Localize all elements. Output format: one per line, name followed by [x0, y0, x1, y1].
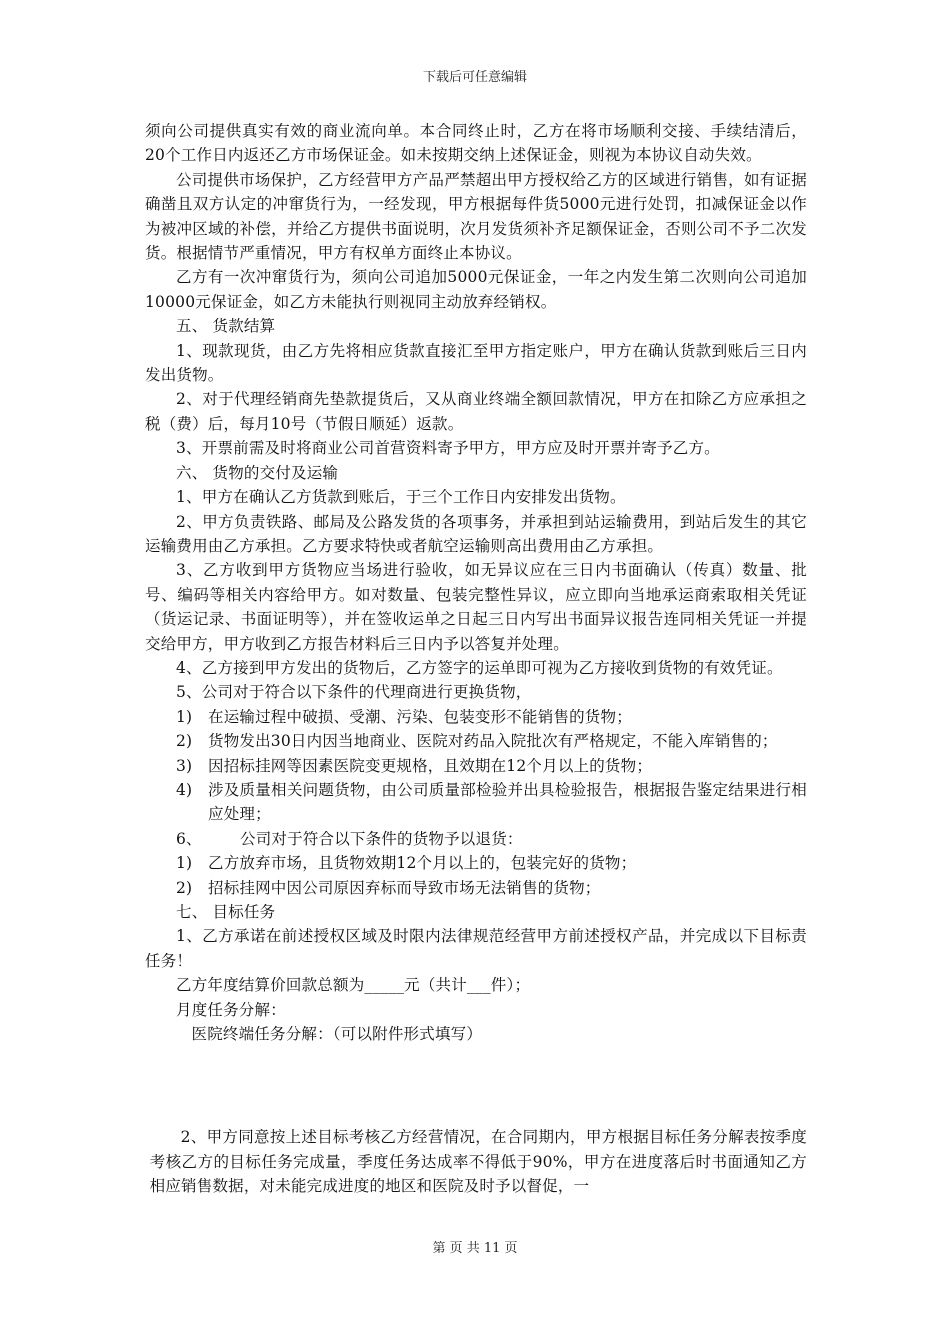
list-number: 2): [176, 732, 193, 751]
list-number: 1): [176, 707, 193, 726]
list-item: [145, 754, 807, 778]
list-item: [145, 729, 807, 753]
document-body: [145, 119, 807, 1199]
list-item: [145, 876, 807, 900]
paragraph: 3、开票前需及时将商业公司首营资料寄予甲方，甲方应及时开票并寄予乙方。: [176, 439, 720, 458]
section-heading: 五、 货款结算: [176, 317, 276, 336]
list-number: 6、: [176, 829, 202, 848]
paragraph: 1、乙方承诺在前述授权区域及时限内法律规范经营甲方前述授权产品，并完成以下目标责任务！: [145, 927, 807, 970]
page-footer: 第 页 共 11 页: [432, 1241, 518, 1256]
paragraph: 2、对于代理经销商先垫款提货后，又从商业终端全额回款情况，甲方在扣除乙方应承担之税（费）后，每月10号（节假日顺延）返款。: [145, 390, 807, 433]
paragraph: 月度任务分解：: [176, 1000, 286, 1019]
paragraph: 4、乙方接到甲方发出的货物后，乙方签字的运单即可视为乙方接收到货物的有效凭证。: [176, 658, 783, 677]
blank-space: [145, 1046, 807, 1125]
paragraph: 2、甲方负责铁路、邮局及公路发货的各项事务，并承担到站运输费用，到站后发生的其它运输费用由乙方承担。乙方要求特快或者航空运输则高出费用由乙方承担。: [145, 512, 807, 555]
paragraph: 乙方有一次冲窜货行为，须向公司追加5000元保证金，一年之内发生第二次则向公司追加10000元保证金，如乙方未能执行则视同主动放弃经销权。: [145, 268, 807, 311]
list-item: [145, 851, 807, 875]
list-item: [145, 705, 807, 729]
page-header: 下载后可任意编辑: [422, 70, 527, 85]
list-number: 4): [176, 780, 193, 799]
list-text: 招标挂网中因公司原因弃标而导致市场无法销售的货物；: [208, 878, 601, 897]
list-number: 2): [176, 878, 193, 897]
section-heading: 六、 货物的交付及运输: [176, 463, 339, 482]
list-item: [145, 827, 807, 851]
list-text: 公司对于符合以下条件的货物予以退货：: [240, 829, 523, 848]
paragraph: 3、乙方收到甲方货物应当场进行验收，如无异议应在三日内书面确认（传真）数量、批号、编码等相关内容给甲方。如对数量、包装完整性异议，应立即向当地承运商索取相关凭证（货运记录、书面证明等），并在签收运单之日起三日内写出书面异议报告连同相关凭证一并提交给甲方，甲方收到乙方报告材料后三日内予以答复并处理。: [145, 561, 807, 653]
list-item: [145, 778, 807, 827]
list-number: 1): [176, 854, 193, 873]
paragraph: 须向公司提供真实有效的商业流向单。本合同终止时，乙方在将市场顺利交接、手续结清后，20个工作日内返还乙方市场保证金。如未按期交纳上述保证金，则视为本协议自动失效。: [145, 122, 807, 165]
list-text: 乙方放弃市场，且货物效期12个月以上的，包装完好的货物；: [208, 854, 637, 873]
paragraph: 5、公司对于符合以下条件的代理商进行更换货物，: [176, 683, 532, 702]
paragraph: 1、现款现货，由乙方先将相应货款直接汇至甲方指定账户，甲方在确认货款到账后三日内发出货物。: [145, 341, 807, 385]
list-text: 在运输过程中破损、受潮、污染、包装变形不能销售的货物；: [208, 707, 632, 726]
paragraph: 公司提供市场保护，乙方经营甲方产品严禁超出甲方授权给乙方的区域进行销售，如有证据确凿且双方认定的冲窜货行为，一经发现，甲方根据每件货5000元进行处罚，扣减保证金以作为被冲区域的补偿，并给乙方提供书面说明，次月发货须补齐足额保证金，否则公司不予二次发货。根据情节严重情况，甲方有权单方面终止本协议。: [145, 170, 807, 263]
list-text: 货物发出30日内因当地商业、医院对药品入院批次有严格规定，不能入库销售的；: [208, 732, 778, 751]
paragraph: 乙方年度结算价回款总额为_____元（共计___件）；: [176, 976, 531, 995]
list-text: 因招标挂网等因素医院变更规格，且效期在12个月以上的货物；: [208, 756, 653, 775]
list-text: 涉及质量相关问题货物，由公司质量部检验并出具检验报告，根据报告鉴定结果进行相应处理；: [208, 780, 807, 824]
paragraph: 医院终端任务分解：（可以附件形式填写）: [191, 1025, 483, 1044]
paragraph: 2、甲方同意按上述目标考核乙方经营情况，在合同期内，甲方根据目标任务分解表按季度考核乙方的目标任务完成量，季度任务达成率不得低于90%，甲方在进度落后时书面通知乙方相应销售数据，对未能完成进度的地区和医院及时予以督促，一: [149, 1128, 807, 1196]
paragraph: 1、甲方在确认乙方货款到账后，于三个工作日内安排发出货物。: [176, 488, 626, 507]
list-number: 3): [176, 756, 193, 775]
section-heading: 七、 目标任务: [176, 903, 276, 921]
